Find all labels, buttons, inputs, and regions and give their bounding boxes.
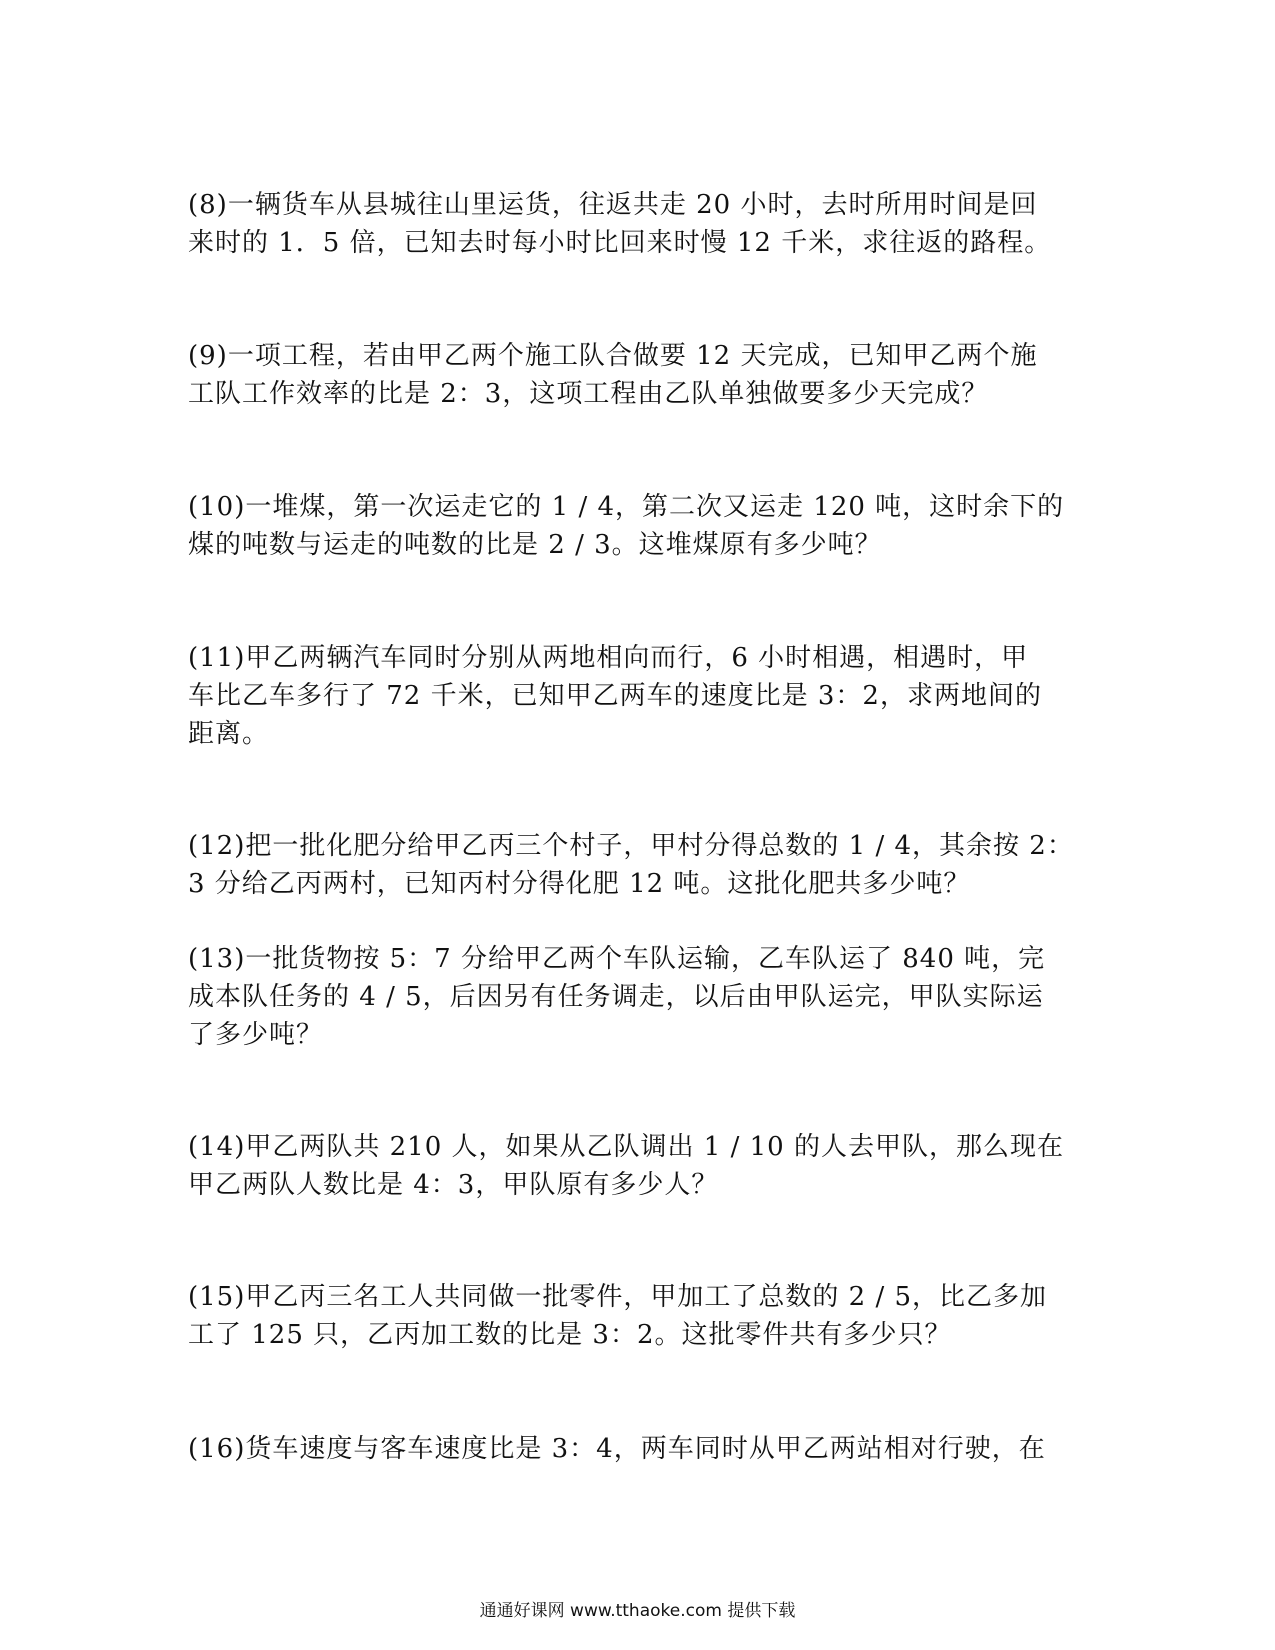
problem-line: (8)一辆货车从县城往山里运货，往返共走 20 小时，去时所用时间是回: [188, 190, 1038, 220]
problem-11: [188, 639, 1093, 753]
problem-16: [188, 1430, 1093, 1468]
problem-line: (15)甲乙丙三名工人共同做一批零件，甲加工了总数的 2 / 5，比乙多加: [188, 1282, 1048, 1312]
problem-line: (11)甲乙两辆汽车同时分别从两地相向而行，6 小时相遇，相遇时，甲: [188, 643, 1029, 673]
problem-line: 来时的 1．5 倍，已知去时每小时比回来时慢 12 千米，求往返的路程。: [188, 228, 1052, 258]
problem-line: 了多少吨？: [188, 1020, 324, 1050]
problem-line: (12)把一批化肥分给甲乙丙三个村子，甲村分得总数的 1 / 4，其余按 2：: [188, 831, 1074, 861]
problem-10: [188, 488, 1093, 564]
problem-line: 车比乙车多行了 72 千米，已知甲乙两车的速度比是 3：2，求两地间的: [188, 681, 1042, 711]
problem-line: 工了 125 只，乙丙加工数的比是 3：2。这批零件共有多少只？: [188, 1320, 952, 1350]
problem-12: [188, 827, 1093, 903]
problem-line: 甲乙两队人数比是 4：3，甲队原有多少人？: [188, 1170, 719, 1200]
problem-line: 距离。: [188, 719, 270, 749]
problem-13: [188, 940, 1093, 1054]
problem-line: 工队工作效率的比是 2：3，这项工程由乙队单独做要多少天完成？: [188, 379, 989, 409]
problem-line: 煤的吨数与运走的吨数的比是 2 / 3。这堆煤原有多少吨？: [188, 530, 882, 560]
problem-15: [188, 1278, 1093, 1354]
problem-line: 成本队任务的 4 / 5，后因另有任务调走，以后由甲队运完，甲队实际运: [188, 982, 1044, 1012]
problem-line: (16)货车速度与客车速度比是 3：4，两车同时从甲乙两站相对行驶，在: [188, 1434, 1046, 1464]
problem-line: 3 分给乙丙两村，已知丙村分得化肥 12 吨。这批化肥共多少吨？: [188, 869, 971, 899]
page-footer: 通通好课网 www.tthaoke.com 提供下载: [479, 1601, 796, 1621]
problem-line: (10)一堆煤，第一次运走它的 1 / 4，第二次又运走 120 吨，这时余下的: [188, 492, 1065, 522]
problem-line: (13)一批货物按 5：7 分给甲乙两个车队运输，乙车队运了 840 吨，完: [188, 944, 1046, 974]
problem-line: (14)甲乙两队共 210 人，如果从乙队调出 1 / 10 的人去甲队，那么现在: [188, 1132, 1064, 1162]
problem-8: [188, 186, 1093, 262]
problem-line: (9)一项工程，若由甲乙两个施工队合做要 12 天完成，已知甲乙两个施: [188, 341, 1038, 371]
problem-9: [188, 337, 1093, 413]
problem-14: [188, 1128, 1093, 1204]
